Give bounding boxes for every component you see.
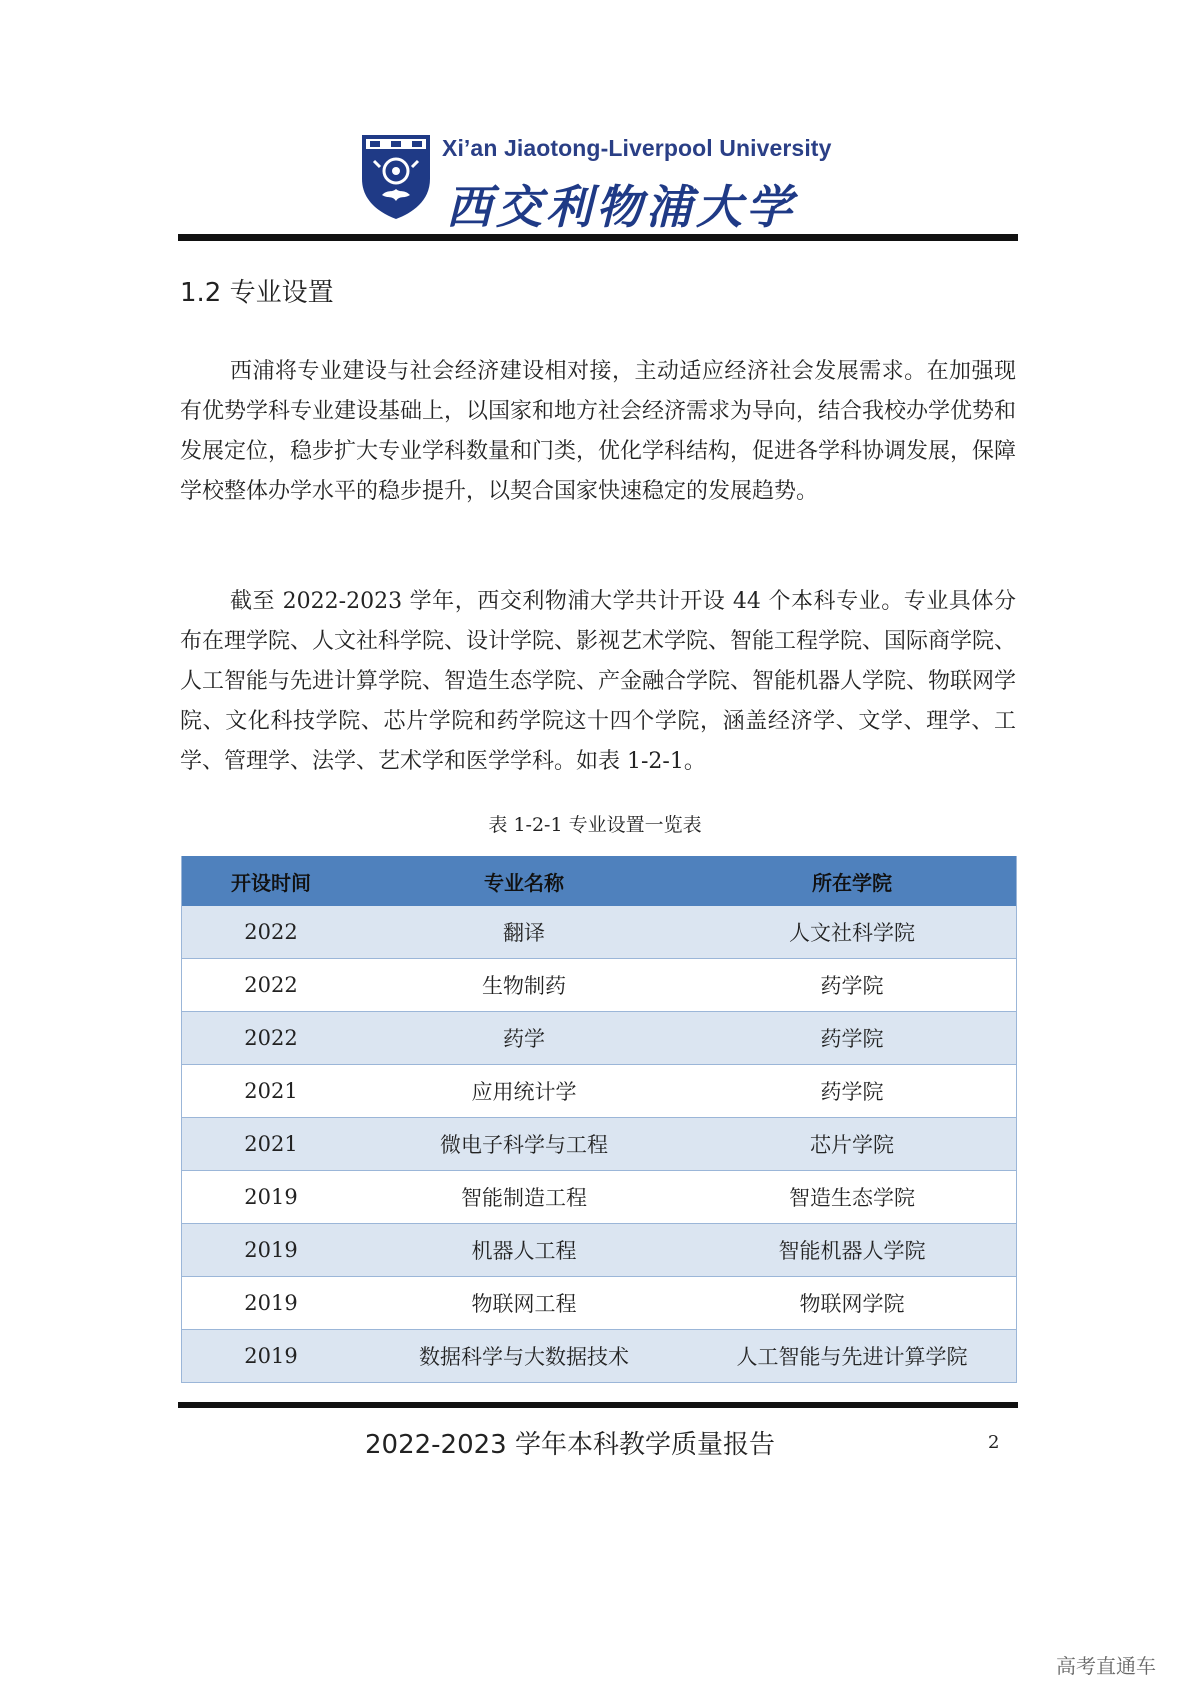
footer-rule: [178, 1402, 1018, 1408]
column-header-school: 所在学院: [688, 856, 1017, 906]
cell-major: 物联网工程: [360, 1277, 688, 1330]
table-caption: 表 1-2-1 专业设置一览表: [488, 814, 702, 836]
table-row: [182, 1065, 1017, 1118]
cell-year: 2019: [182, 1330, 361, 1383]
table-row: [182, 1118, 1017, 1171]
column-header-year: 开设时间: [182, 856, 361, 906]
cell-year: 2021: [182, 1118, 361, 1171]
cell-major: 机器人工程: [360, 1224, 688, 1277]
cell-school: 药学院: [688, 1012, 1017, 1065]
shield-crest-icon: [360, 133, 432, 221]
cell-school: 智能机器人学院: [688, 1224, 1017, 1277]
cell-school: 人文社科学院: [688, 906, 1017, 959]
table-row: [182, 1330, 1017, 1383]
cell-major: 数据科学与大数据技术: [360, 1330, 688, 1383]
table-row: [182, 1012, 1017, 1065]
paragraph-1: 西浦将专业建设与社会经济建设相对接，主动适应经济社会发展需求。在加强现有优势学科专业建设基础上，以国家和地方社会经济需求为导向，结合我校办学优势和发展定位，稳步扩大专业学科数量和门类，优化学科结构，促进各学科协调发展，保障学校整体办学水平的稳步提升，以契合国家快速稳定的发展趋势。: [180, 359, 1017, 504]
cell-year: 2019: [182, 1171, 361, 1224]
majors-table: [181, 856, 1017, 1383]
cell-year: 2019: [182, 1277, 361, 1330]
cell-year: 2021: [182, 1065, 361, 1118]
table-row: [182, 906, 1017, 959]
paragraph-2: 截至 2022-2023 学年，西交利物浦大学共计开设 44 个本科专业。专业具体分布在理学院、人文社科学院、设计学院、影视艺术学院、智能工程学院、国际商学院、人工智能与先进计算学院、智造生态学院、产金融合学院、智能机器人学院、物联网学院、文化科技学院、芯片学院和药学院这十四个学院，涵盖经济学、文学、理学、工学、管理学、法学、艺术学和医学学科。如表 1-2-1。: [180, 589, 1017, 774]
cell-school: 药学院: [688, 959, 1017, 1012]
column-header-major: 专业名称: [360, 856, 688, 906]
table-row: [182, 1277, 1017, 1330]
watermark-text: 高考直通车: [1056, 1654, 1156, 1678]
university-logo: [360, 133, 840, 234]
cell-year: 2022: [182, 906, 361, 959]
cell-school: 芯片学院: [688, 1118, 1017, 1171]
cell-school: 药学院: [688, 1065, 1017, 1118]
cell-major: 应用统计学: [360, 1065, 688, 1118]
university-name-en: Xi’an Jiaotong-Liverpool University: [442, 135, 832, 161]
cell-major: 生物制药: [360, 959, 688, 1012]
cell-year: 2022: [182, 1012, 361, 1065]
cell-school: 人工智能与先进计算学院: [688, 1330, 1017, 1383]
header-rule: [178, 234, 1018, 241]
cell-major: 药学: [360, 1012, 688, 1065]
university-name-cn: 西交利物浦大学: [446, 180, 796, 234]
table-row: [182, 959, 1017, 1012]
cell-major: 智能制造工程: [360, 1171, 688, 1224]
table-row: [182, 1224, 1017, 1277]
cell-major: 翻译: [360, 906, 688, 959]
cell-school: 物联网学院: [688, 1277, 1017, 1330]
table-row: [182, 1171, 1017, 1224]
footer-title: 2022-2023 学年本科教学质量报告: [365, 1430, 775, 1460]
page-number: 2: [988, 1432, 1000, 1453]
cell-year: 2019: [182, 1224, 361, 1277]
table-header-row: [182, 856, 1017, 906]
cell-year: 2022: [182, 959, 361, 1012]
cell-school: 智造生态学院: [688, 1171, 1017, 1224]
section-heading: 1.2 专业设置: [180, 278, 334, 308]
cell-major: 微电子科学与工程: [360, 1118, 688, 1171]
